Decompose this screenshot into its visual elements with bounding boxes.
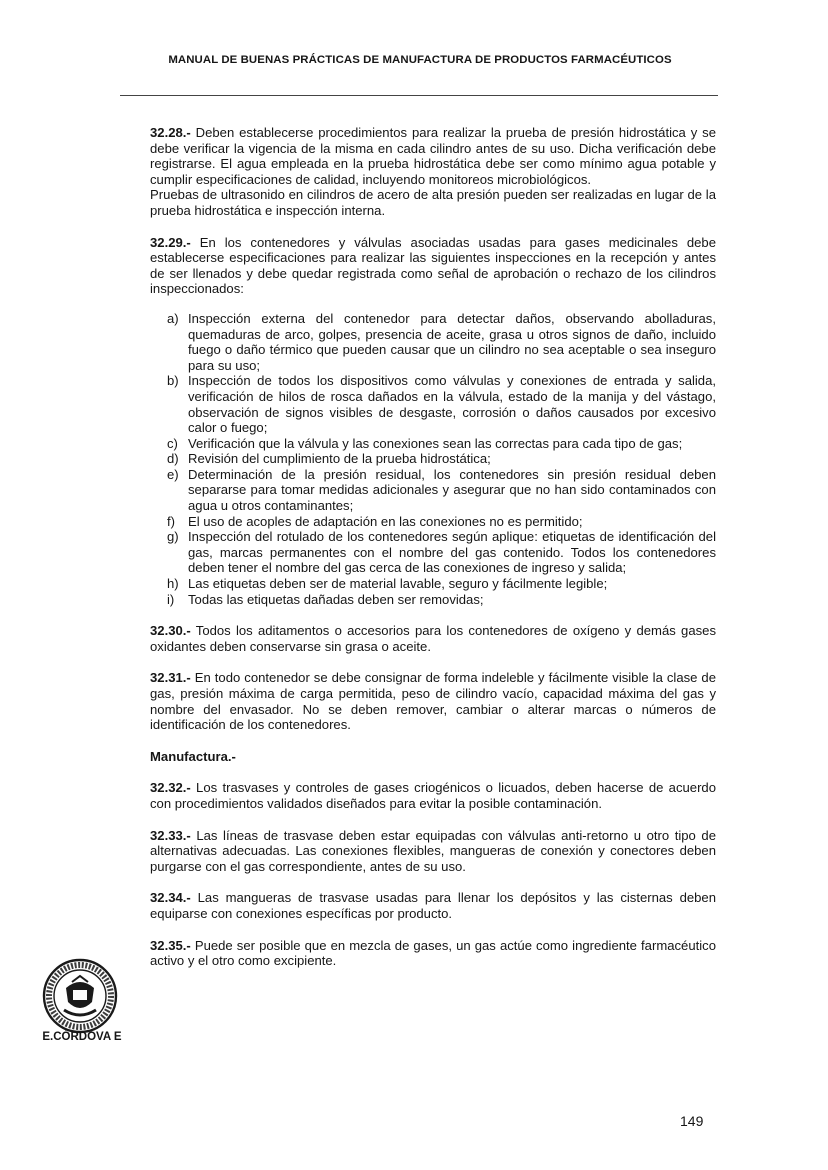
paragraph-32-35 <box>150 938 716 969</box>
document-body <box>150 125 716 985</box>
list-item <box>167 591 716 608</box>
section-number: 32.28.- <box>150 125 191 140</box>
paragraph-32-29 <box>150 235 716 297</box>
official-seal-icon <box>42 958 118 1034</box>
list-item-letter: g) <box>167 529 179 545</box>
paragraph-text: En todo contenedor se debe consignar de forma indeleble y fácilmente visible la clase de gas, presión máxima de carga permitida, peso de cilindro vacío, capacidad máxima del gas y nombre del envasador. No se deben remover, cambiar o alterar marcas o números de identificación de los contenedores. <box>150 670 716 733</box>
list-item <box>167 435 716 452</box>
stamp-signature-name: E.CÓRDOVA E <box>42 1031 122 1043</box>
list-item-letter: a) <box>167 310 179 326</box>
list-item-text: Inspección externa del contenedor para detectar daños, observando abolladuras, quemaduras de arco, golpes, presencia de aceite, grasa u otros signos de daño, incluido fuego o daño térmico que pueden causar que un cilindro no sea aceptable o sea inseguro para su uso; <box>188 310 716 373</box>
inspection-list <box>150 311 716 607</box>
paragraph-32-30 <box>150 623 716 654</box>
list-item-letter: h) <box>167 576 179 592</box>
list-item-text: Las etiquetas deben ser de material lavable, seguro y fácilmente legible; <box>188 576 608 592</box>
section-number: 32.29.- <box>150 234 191 250</box>
list-item-letter: f) <box>167 513 175 529</box>
paragraph-text: Los trasvases y controles de gases criogénicos o licuados, deben hacerse de acuerdo con procedimientos validados diseñados para evitar la posible contaminación. <box>150 780 716 811</box>
list-item-text: Todas las etiquetas dañadas deben ser removidas; <box>188 591 484 607</box>
list-item <box>167 513 716 530</box>
paragraph-32-34 <box>150 890 716 921</box>
list-item <box>167 451 716 467</box>
list-item <box>167 576 716 592</box>
list-item-text: Inspección del rotulado de los contenedores según aplique: etiquetas de identificación del gas, marcas permanentes con el nombre del gas contenido. Todos los contenedores deben tener el nombre del gas cerca de las conexiones de ingreso y salida; <box>188 529 716 576</box>
paragraph-text: Las mangueras de trasvase usadas para llenar los depósitos y las cisternas deben equiparse con conexiones específicas por producto. <box>150 890 716 921</box>
list-item-text: Revisión del cumplimiento de la prueba hidrostática; <box>188 451 491 467</box>
paragraph-text: Deben establecerse procedimientos para realizar la prueba de presión hidrostática y se debe verificar la vigencia de la misma en cada cilindro antes de su uso. Dicha verificación debe registrarse. El agua empleada en la prueba hidrostática debe ser como mínimo agua potable y cumplir especificaciones de calidad, incluyendo monitoreos microbiológicos. <box>150 125 716 187</box>
paragraph-32-32 <box>150 780 716 811</box>
list-item <box>167 466 716 514</box>
list-item-letter: c) <box>167 435 178 451</box>
paragraph-text: Todos los aditamentos o accesorios para los contenedores de oxígeno y demás gases oxidantes deben conservarse sin grasa o aceite. <box>150 623 716 654</box>
paragraph-text: Las líneas de trasvase deben estar equipadas con válvulas anti-retorno u otro tipo de alternativas adecuadas. Las conexiones flexibles, mangueras de conexión y conectores deben purgarse con el gas correspondiente, antes de su uso. <box>150 827 716 874</box>
paragraph-32-33 <box>150 828 716 875</box>
list-item-letter: e) <box>167 466 179 482</box>
paragraph-32-31 <box>150 670 716 732</box>
paragraph-32-28 <box>150 125 716 187</box>
list-item-text: Verificación que la válvula y las conexiones sean las correctas para cada tipo de gas; <box>188 435 683 451</box>
list-item-letter: i) <box>167 591 175 607</box>
list-item-text: El uso de acoples de adaptación en las conexiones no es permitido; <box>188 513 583 529</box>
list-item-text: Inspección de todos los dispositivos como válvulas y conexiones de entrada y salida, verificación de hilos de rosca dañados en la válvula, estado de la manija y del vástago, observación de signos visibles de desgaste, corrosión o daños causados por excesivo calor o fuego; <box>188 373 716 436</box>
page-number: 149 <box>680 1113 704 1129</box>
list-item-letter: b) <box>167 373 179 389</box>
header-divider <box>120 95 718 96</box>
section-heading-manufactura: Manufactura.- <box>150 748 236 764</box>
section-number: 32.31.- <box>150 670 191 686</box>
paragraph-32-28-continued: Pruebas de ultrasonido en cilindros de acero de alta presión pueden ser realizadas en lugar de la prueba hidrostática e inspección interna. <box>150 187 716 218</box>
list-item <box>167 373 716 436</box>
section-number: 32.32.- <box>150 780 191 796</box>
paragraph-text: Puede ser posible que en mezcla de gases, un gas actúe como ingrediente farmacéutico activo y el otro como excipiente. <box>150 937 716 969</box>
list-item-letter: d) <box>167 451 179 467</box>
section-number: 32.35.- <box>150 937 191 953</box>
list-item <box>167 529 716 576</box>
page-header-title: MANUAL DE BUENAS PRÁCTICAS DE MANUFACTURA DE PRODUCTOS FARMACÉUTICOS <box>168 54 672 66</box>
list-item-text: Determinación de la presión residual, los contenedores sin presión residual deben separarse para tomar medidas adicionales y asegurar que no han sido contaminados con agua u otros contaminantes; <box>188 466 716 514</box>
section-number: 32.33.- <box>150 827 191 843</box>
section-number: 32.34.- <box>150 890 191 906</box>
section-number: 32.30.- <box>150 623 191 639</box>
paragraph-text: En los contenedores y válvulas asociadas usadas para gases medicinales debe establecerse especificaciones para realizar las siguientes inspecciones en la recepción y antes de ser llenados y debe quedar registrada como señal de aprobación o rechazo de los cilindros inspeccionados: <box>150 234 716 297</box>
list-item <box>167 310 716 373</box>
